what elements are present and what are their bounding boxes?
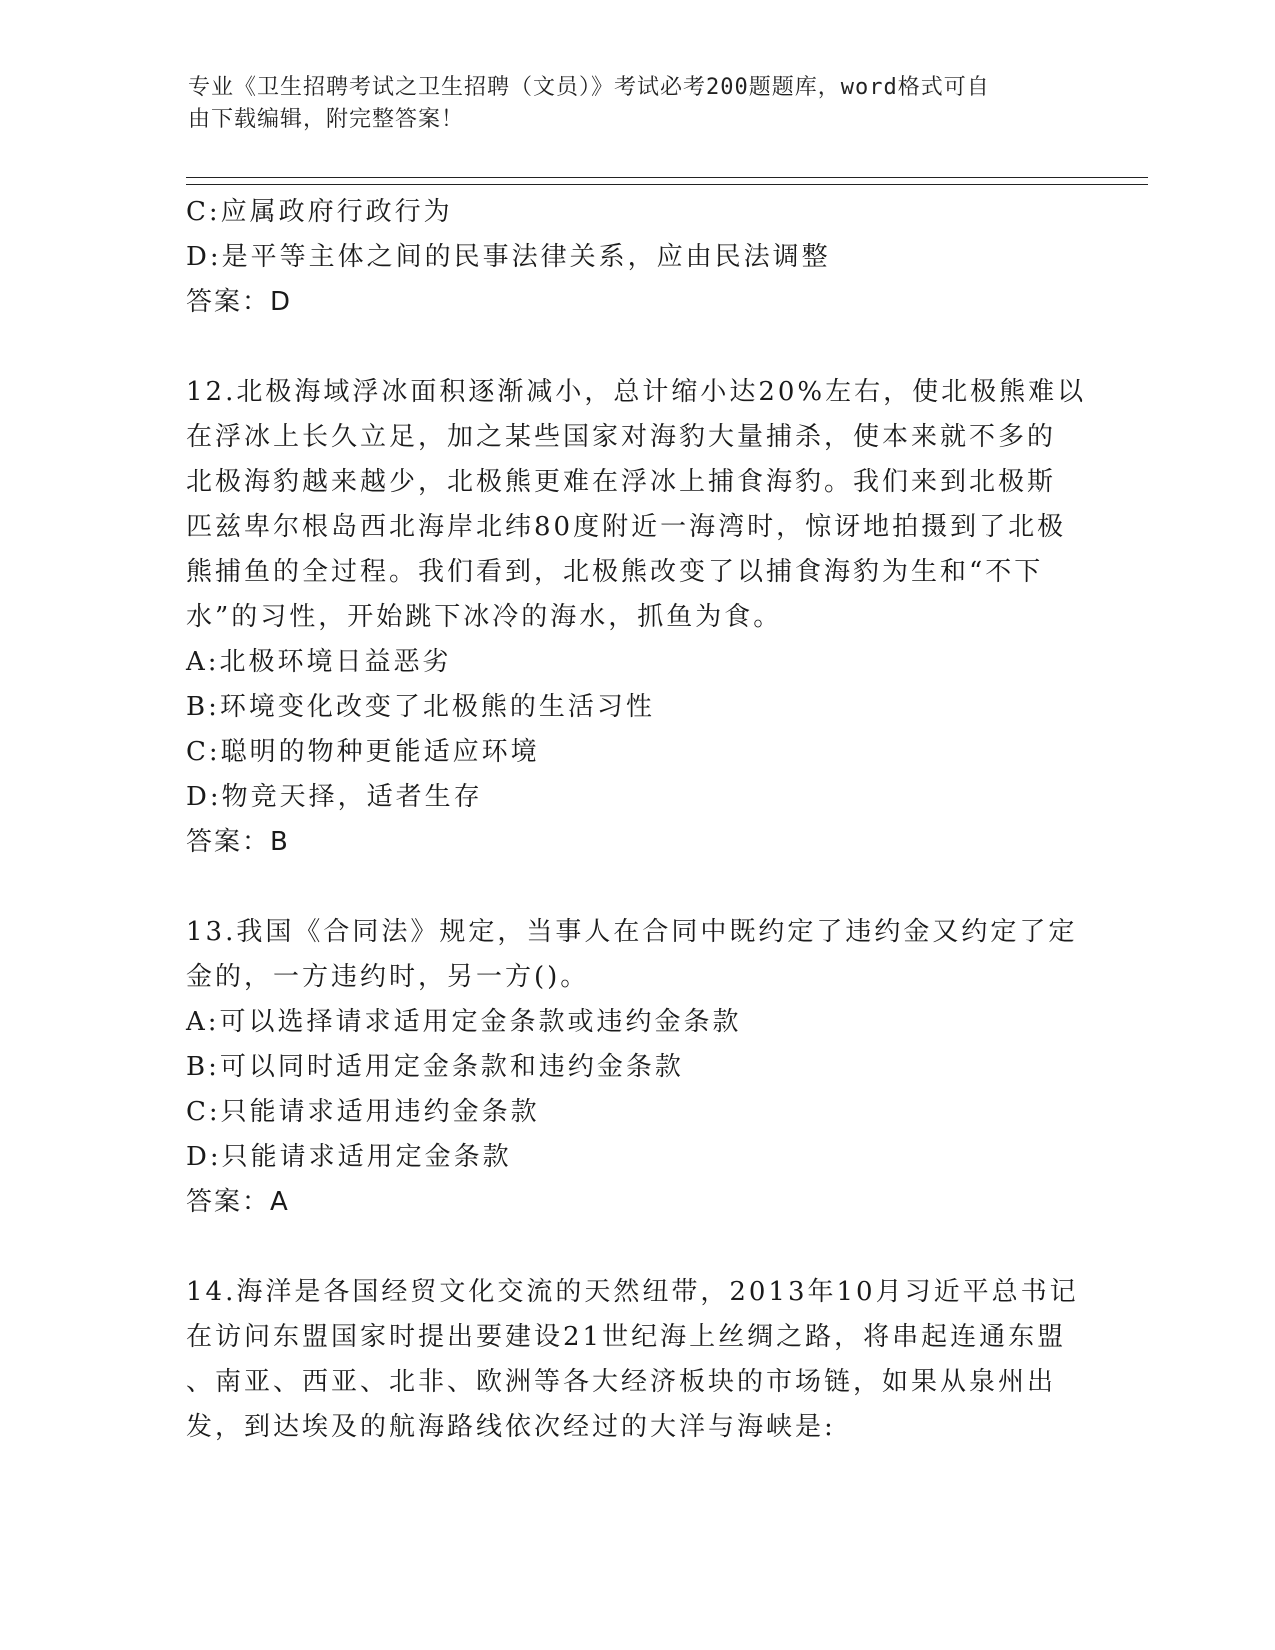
question-14 — [186, 1270, 1086, 1450]
option-d: D:物竞天择，适者生存 — [186, 782, 483, 812]
option-c: C:应属政府行政行为 — [186, 197, 453, 227]
question-text-line: 13.我国《合同法》规定，当事人在合同中既约定了违约金又约定了定 — [186, 917, 1078, 947]
question-text-line: 金的，一方违约时，另一方()。 — [186, 962, 590, 992]
header-rule-bottom — [186, 184, 1148, 185]
question-text-line: 匹兹卑尔根岛西北海岸北纬80度附近一海湾时，惊讶地拍摄到了北极 — [186, 512, 1067, 542]
header-line-2: 由下载编辑，附完整答案！ — [188, 107, 465, 132]
question-13 — [186, 910, 1086, 1225]
question-text-line: 在访问东盟国家时提出要建设21世纪海上丝绸之路，将串起连通东盟 — [186, 1322, 1067, 1352]
option-c: C:只能请求适用违约金条款 — [186, 1097, 540, 1127]
answer: 答案：B — [186, 827, 290, 857]
option-a: A:北极环境日益恶劣 — [186, 647, 452, 677]
question-text-line: 12.北极海域浮冰面积逐渐减小，总计缩小达20%左右，使北极熊难以 — [186, 377, 1087, 407]
previous-question-tail — [186, 190, 1086, 325]
question-content — [186, 190, 1086, 1450]
option-b: B:环境变化改变了北极熊的生活习性 — [186, 692, 655, 722]
question-text-line: 发，到达埃及的航海路线依次经过的大洋与海峡是: — [186, 1412, 836, 1442]
question-text-line: 水”的习性，开始跳下冰冷的海水，抓鱼为食。 — [186, 602, 783, 632]
option-b: B:可以同时适用定金条款和违约金条款 — [186, 1052, 684, 1082]
question-text-line: 14.海洋是各国经贸文化交流的天然纽带，2013年10月习近平总书记 — [186, 1277, 1079, 1307]
header-rule-top — [186, 177, 1148, 178]
option-d: D:只能请求适用定金条款 — [186, 1142, 512, 1172]
question-text-line: 北极海豹越来越少，北极熊更难在浮冰上捕食海豹。我们来到北极斯 — [186, 467, 1057, 497]
option-a: A:可以选择请求适用定金条款或违约金条款 — [186, 1007, 742, 1037]
question-text-line: 在浮冰上长久立足，加之某些国家对海豹大量捕杀，使本来就不多的 — [186, 422, 1057, 452]
header-line-1: 专业《卫生招聘考试之卫生招聘（文员）》考试必考200题题库，word格式可自 — [188, 75, 990, 100]
option-c: C:聪明的物种更能适应环境 — [186, 737, 540, 767]
question-text-line: 熊捕鱼的全过程。我们看到，北极熊改变了以捕食海豹为生和“不下 — [186, 557, 1044, 587]
answer: 答案：D — [186, 287, 293, 317]
answer: 答案：A — [186, 1187, 290, 1217]
option-d: D:是平等主体之间的民事法律关系，应由民法调整 — [186, 242, 831, 272]
question-12 — [186, 370, 1086, 865]
document-header — [188, 72, 1068, 136]
question-text-line: 、南亚、西亚、北非、欧洲等各大经济板块的市场链，如果从泉州出 — [186, 1367, 1057, 1397]
